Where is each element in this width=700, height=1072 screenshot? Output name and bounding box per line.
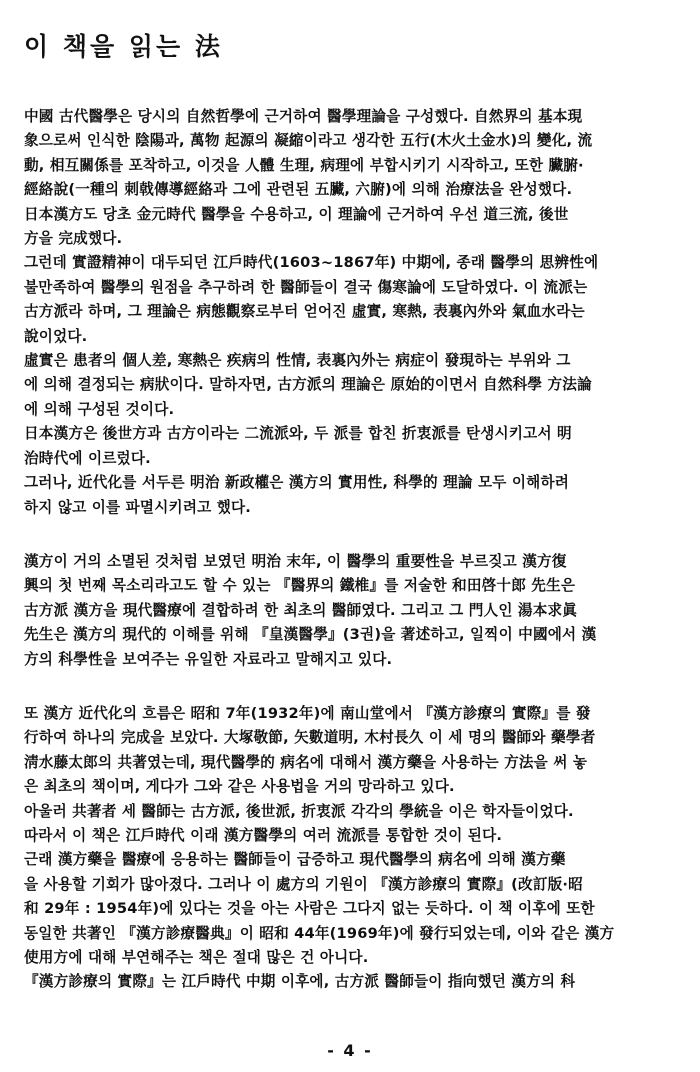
text-line: 을 사용할 기회가 많아졌다. 그러나 이 處方의 기원이 『漢方診療의 實際』(改訂版·昭 — [24, 875, 583, 893]
paragraph — [24, 970, 670, 994]
section-gap — [24, 672, 670, 702]
paragraph — [24, 800, 670, 849]
text-line: 虛實은 患者의 個人差, 寒熱은 疾病의 性情, 表裏內外는 病症이 發現하는 부위와 그 — [24, 352, 571, 370]
paragraph — [24, 471, 670, 520]
paragraph — [24, 422, 670, 471]
text-line: 하지 않고 이를 파멸시키려고 했다. — [24, 498, 252, 516]
text-line: 方의 科學性을 보여주는 유일한 자료라고 말해지고 있다. — [24, 650, 393, 668]
text-line: 興의 첫 번째 목소리라고도 할 수 있는 『醫界의 鐵椎』를 저술한 和田啓十郎 先生은 — [24, 577, 576, 595]
text-line: 은 최초의 책이며, 게다가 그와 같은 사용법을 거의 망라하고 있다. — [24, 778, 455, 796]
text-line: 象으로써 인식한 陰陽과, 萬物 起源의 凝縮이라고 생각한 五行(木火土金水)의 變化, 流 — [24, 132, 593, 150]
text-line: 古方派라 하며, 그 理論은 病態觀察로부터 얻어진 虛實, 寒熱, 表裏內外와 氣血水라는 — [24, 303, 585, 321]
text-line: 漢方이 거의 소멸된 것처럼 보였던 明治 末年, 이 醫學의 重要性을 부르짖고 漢方復 — [24, 552, 567, 570]
paragraph — [24, 203, 670, 252]
text-line: 行하여 하나의 完成을 보았다. 大塚敬節, 矢數道明, 木村長久 이 세 명의 醫師와 藥學者 — [24, 729, 596, 747]
text-line: 古方派 漢方을 現代醫療에 결합하려 한 최초의 醫師였다. 그리고 그 門人인 湯本求眞 — [24, 601, 578, 619]
text-line: 動, 相互關係를 포착하고, 이것을 人體 生理, 病理에 부합시키기 시작하고, 또한 臟腑· — [24, 156, 584, 174]
page-number: - 4 - — [327, 1041, 373, 1060]
text-line: 日本漢方도 당초 金元時代 醫學을 수용하고, 이 理論에 근거하여 우선 道三流, 後世 — [24, 205, 569, 223]
text-line: 日本漢方은 後世方과 古方이라는 二流派와, 두 派를 합친 折衷派를 탄생시키고서 明 — [24, 425, 572, 443]
text-line: 근래 漢方藥을 醫療에 응용하는 醫師들이 급증하고 現代醫學의 病名에 의해 漢方藥 — [24, 851, 566, 869]
text-line: 『漢方診療의 實際』는 江戶時代 中期 이후에, 古方派 醫師들이 指向했던 漢方의 科 — [24, 973, 576, 991]
paragraph — [24, 848, 670, 970]
text-line: 經絡說(一種의 刺戟傳導經絡과 그에 관련된 五臟, 六腑)에 의해 治療法을 완성했다. — [24, 181, 573, 199]
text-line: 동일한 共著인 『漢方診療醫典』이 昭和 44年(1969年)에 發行되었는데, 이와 같은 漢方 — [24, 924, 615, 942]
text-line: 에 의해 구성된 것이다. — [24, 400, 175, 418]
section-gap — [24, 520, 670, 550]
text-line: 淸水藤太郎의 共著였는데, 現代醫學的 病名에 대해서 漢方藥을 사용하는 方法을 써 놓 — [24, 753, 588, 771]
text-line: 方을 完成했다. — [24, 230, 123, 248]
text-line: 中國 古代醫學은 당시의 自然哲學에 근거하여 醫學理論을 구성했다. 自然界의 基本現 — [24, 108, 583, 125]
paragraph — [24, 251, 670, 349]
text-line: 따라서 이 책은 江戶時代 이래 漢方醫學의 여러 流派를 통합한 것이 된다. — [24, 826, 503, 844]
body-text — [24, 105, 670, 995]
text-line: 아울러 共著者 세 醫師는 古方派, 後世派, 折衷派 각각의 學統을 이은 학자들이었다. — [24, 802, 574, 820]
page-title: 이 책을 읽는 法 — [24, 32, 223, 61]
text-line: 說이었다. — [24, 327, 88, 345]
text-line: 불만족하여 醫學의 원점을 추구하려 한 醫師들이 결국 傷寒論에 도달하였다. 이 流派는 — [24, 278, 588, 296]
text-line: 그런데 實證精神이 대두되던 江戶時代(1603~1867年) 中期에, 종래 醫學의 思辨性에 — [24, 254, 599, 272]
text-line: 또 漢方 近代化의 흐름은 昭和 7年(1932年)에 南山堂에서 『漢方診療의 實際』를 發 — [24, 704, 591, 722]
text-line: 그러나, 近代化를 서두른 明治 新政權은 漢方의 實用性, 科學的 理論 모두 이해하려 — [24, 474, 570, 492]
paragraph — [24, 105, 670, 203]
text-line: 에 의해 결정되는 病狀이다. 말하자면, 古方派의 理論은 原始的이면서 自然科學 方法論 — [24, 376, 592, 394]
paragraph — [24, 349, 670, 422]
text-line: 先生은 漢方의 現代的 이해를 위해 『皇漢醫學』(3권)을 著述하고, 일찍이 中國에서 漢 — [24, 626, 597, 644]
text-line: 和 29年 : 1954年)에 있다는 것을 아는 사람은 그다지 없는 듯하다. 이 책 이후에 또한 — [24, 900, 595, 918]
text-line: 使用方에 대해 부연해주는 책은 절대 많은 건 아니다. — [24, 949, 369, 966]
paragraph — [24, 550, 670, 672]
paragraph — [24, 702, 670, 800]
text-line: 治時代에 이르렀다. — [24, 449, 151, 467]
